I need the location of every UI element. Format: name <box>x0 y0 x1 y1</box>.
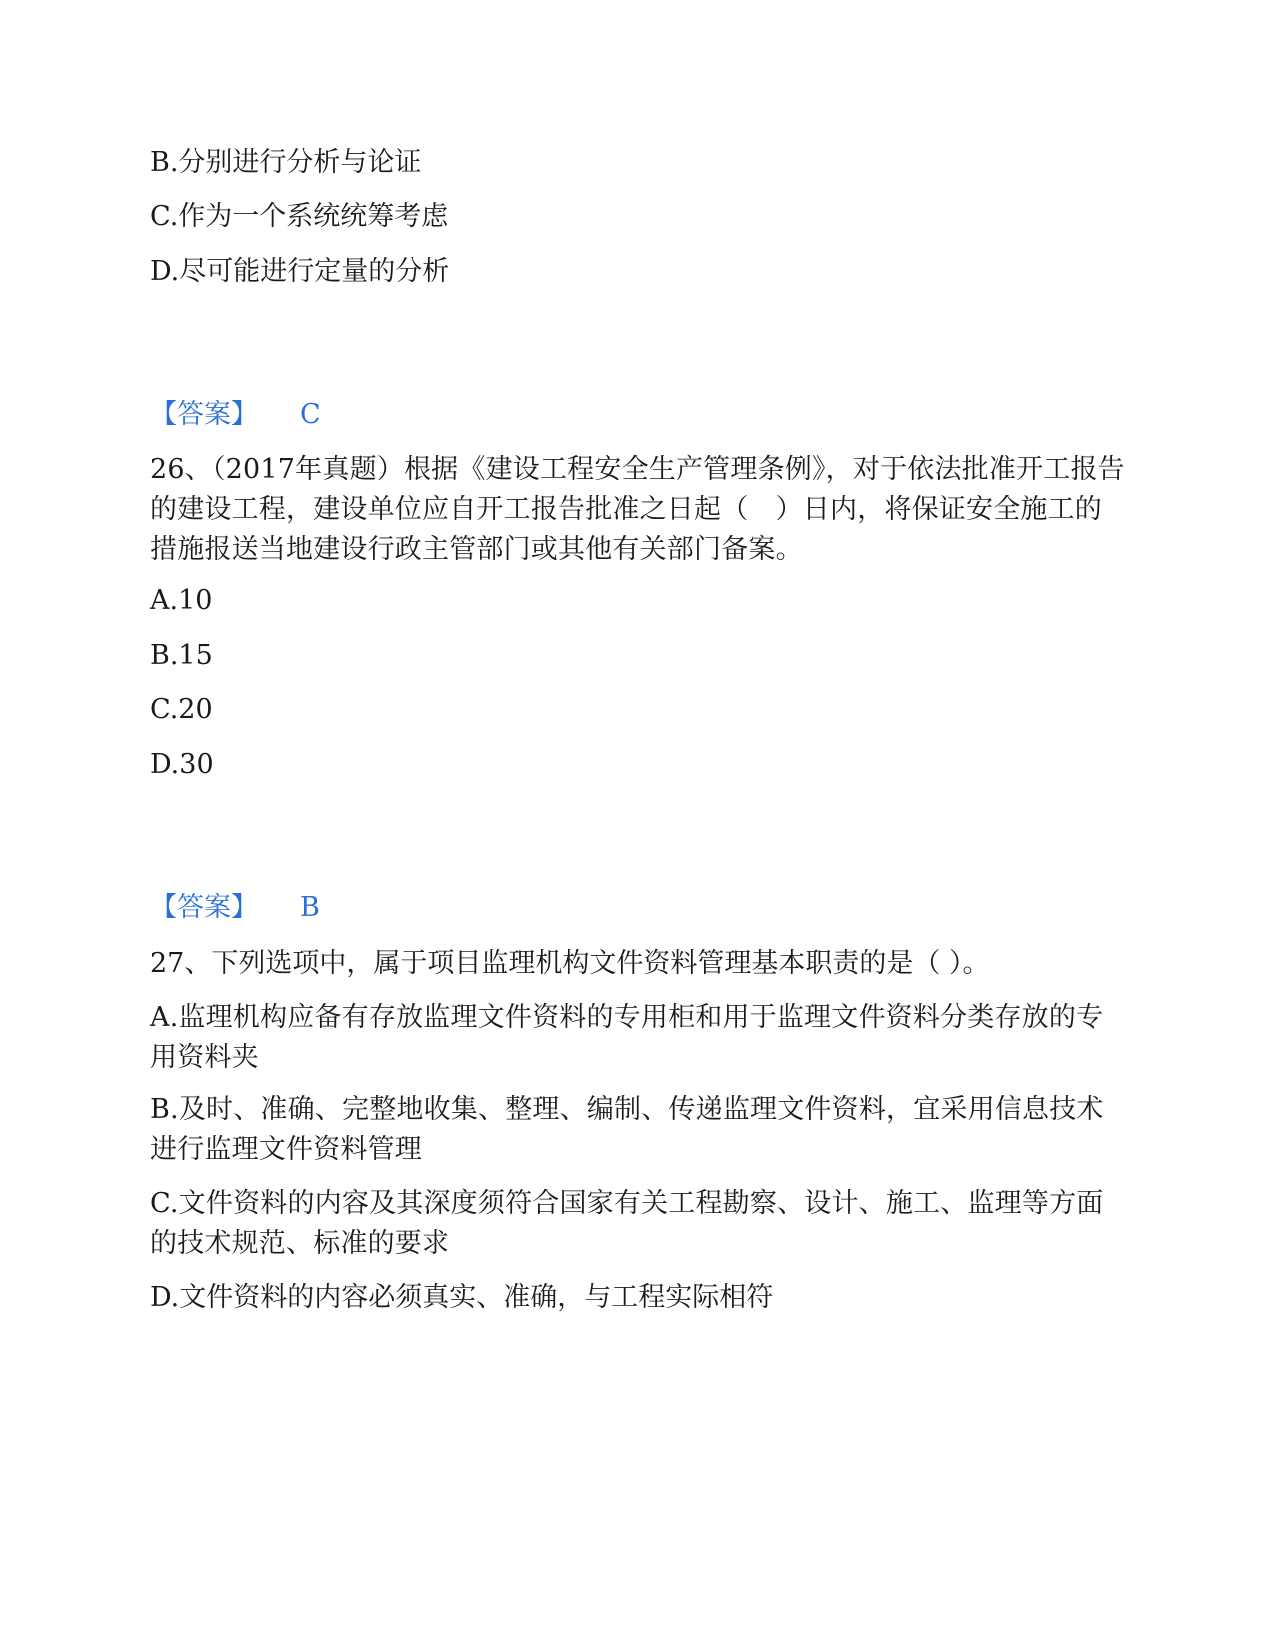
q27-option-c: C.文件资料的内容及其深度须符合国家有关工程勘察、设计、施工、监理等方面的技术规范、标准的要求 <box>150 1188 1104 1259</box>
q27-option-a: A.监理机构应备有存放监理文件资料的专用柜和用于监理文件资料分类存放的专用资料夹 <box>150 1002 1104 1073</box>
q25-option-b: B.分别进行分析与论证 <box>150 147 422 178</box>
q26-option-a: A.10 <box>150 585 213 616</box>
answer-label: 【答案】 <box>150 892 258 923</box>
q27-option-b: B.及时、准确、完整地收集、整理、编制、传递监理文件资料，宜采用信息技术进行监理文件资料管理 <box>150 1094 1104 1165</box>
q27-stem: 27、下列选项中，属于项目监理机构文件资料管理基本职责的是（ ）。 <box>150 948 990 979</box>
q25-answer <box>150 395 1130 435</box>
q26-stem: 26、（2017年真题）根据《建设工程安全生产管理条例》，对于依法批准开工报告的建设工程，建设单位应自开工报告批准之日起（ ）日内，将保证安全施工的措施报送当地建设行政主管部门或其他有关部门备案。 <box>150 454 1125 565</box>
q26-option-b: B.15 <box>150 640 213 671</box>
q25-option-d: D.尽可能进行定量的分析 <box>150 256 450 287</box>
answer-value: C <box>300 399 321 430</box>
q26-option-d: D.30 <box>150 749 214 780</box>
answer-value: B <box>300 892 320 923</box>
answer-label: 【答案】 <box>150 399 258 430</box>
q25-option-c: C.作为一个系统统筹考虑 <box>150 201 449 232</box>
q26-option-c: C.20 <box>150 694 213 725</box>
q26-answer <box>150 888 1130 928</box>
q27-option-d: D.文件资料的内容必须真实、准确，与工程实际相符 <box>150 1282 774 1313</box>
